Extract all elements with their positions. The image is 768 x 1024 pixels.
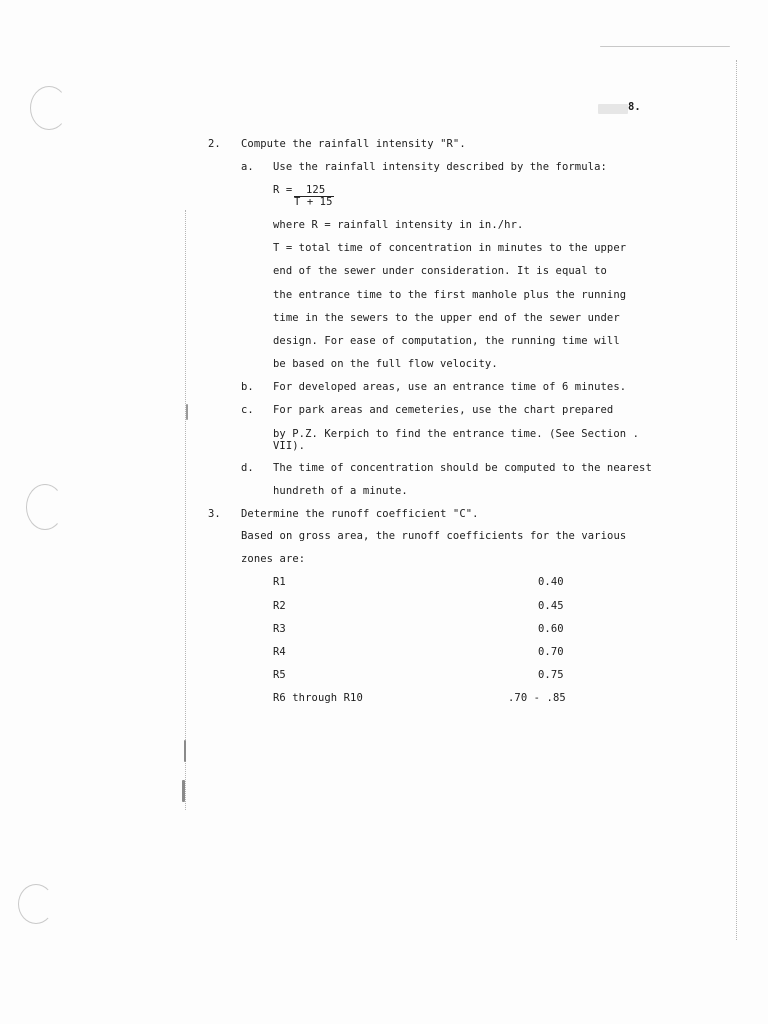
page-number: 8. [628,101,641,113]
scan-speck [186,404,188,420]
t-definition-line: the entrance time to the first manhole plus the running [273,289,627,301]
t-definition-line: be based on the full flow velocity. [273,358,498,370]
t-definition-line: time in the sewers to the upper end of the sewer under [273,312,620,324]
binder-hole-top [30,86,68,130]
item-2d-letter: d. [241,462,254,474]
zone-coefficient: 0.40 [538,576,564,588]
formula-numerator: 125 [306,184,326,196]
formula-denominator: T + 15 [294,196,333,208]
item-2b-text: For developed areas, use an entrance time of 6 minutes. [273,381,627,393]
binder-hole-middle [26,484,64,530]
zone-coefficient: 0.45 [538,600,564,612]
zone-label: R5 [273,669,286,681]
scan-speck [598,104,628,114]
zone-coefficient: 0.70 [538,646,564,658]
item-2d-line: hundreth of a minute. [273,485,408,497]
item-3-intro-line: zones are: [241,553,306,565]
item-2-number: 2. [208,138,221,150]
item-3-number: 3. [208,508,221,520]
margin-dotted-line-left [185,210,186,810]
binder-hole-bottom [18,884,54,924]
zone-coefficient: .70 - .85 [508,692,566,704]
scan-speck [184,740,186,762]
item-3-heading: Determine the runoff coefficient "C". [241,508,479,520]
zone-coefficient: 0.75 [538,669,564,681]
t-definition-line: end of the sewer under consideration. It is equal to [273,265,607,277]
item-3-intro-line: Based on gross area, the runoff coefficients for the various [241,530,627,542]
zone-coefficient: 0.60 [538,623,564,635]
zone-label: R2 [273,600,286,612]
formula-lhs: R = [273,184,293,196]
scan-speck [600,46,730,47]
t-definition-line: T = total time of concentration in minutes to the upper [273,242,627,254]
item-2a-text: Use the rainfall intensity described by the formula: [273,161,607,173]
item-2b-letter: b. [241,381,254,393]
where-line: where R = rainfall intensity in in./hr. [273,219,524,231]
item-2c-letter: c. [241,404,254,416]
zone-label: R6 through R10 [273,692,363,704]
scan-speck [182,780,185,802]
item-2a-letter: a. [241,161,254,173]
item-2-heading: Compute the rainfall intensity "R". [241,138,466,150]
zone-label: R4 [273,646,286,658]
t-definition-line: design. For ease of computation, the running time will [273,335,620,347]
item-2c-line: VII). [273,440,306,452]
zone-label: R1 [273,576,286,588]
item-2c-line: by P.Z. Kerpich to find the entrance time. (See Section . [273,428,640,440]
item-2c-line: For park areas and cemeteries, use the chart prepared [273,404,614,416]
item-2d-line: The time of concentration should be computed to the nearest [273,462,652,474]
margin-dotted-line-right [736,60,737,940]
zone-label: R3 [273,623,286,635]
